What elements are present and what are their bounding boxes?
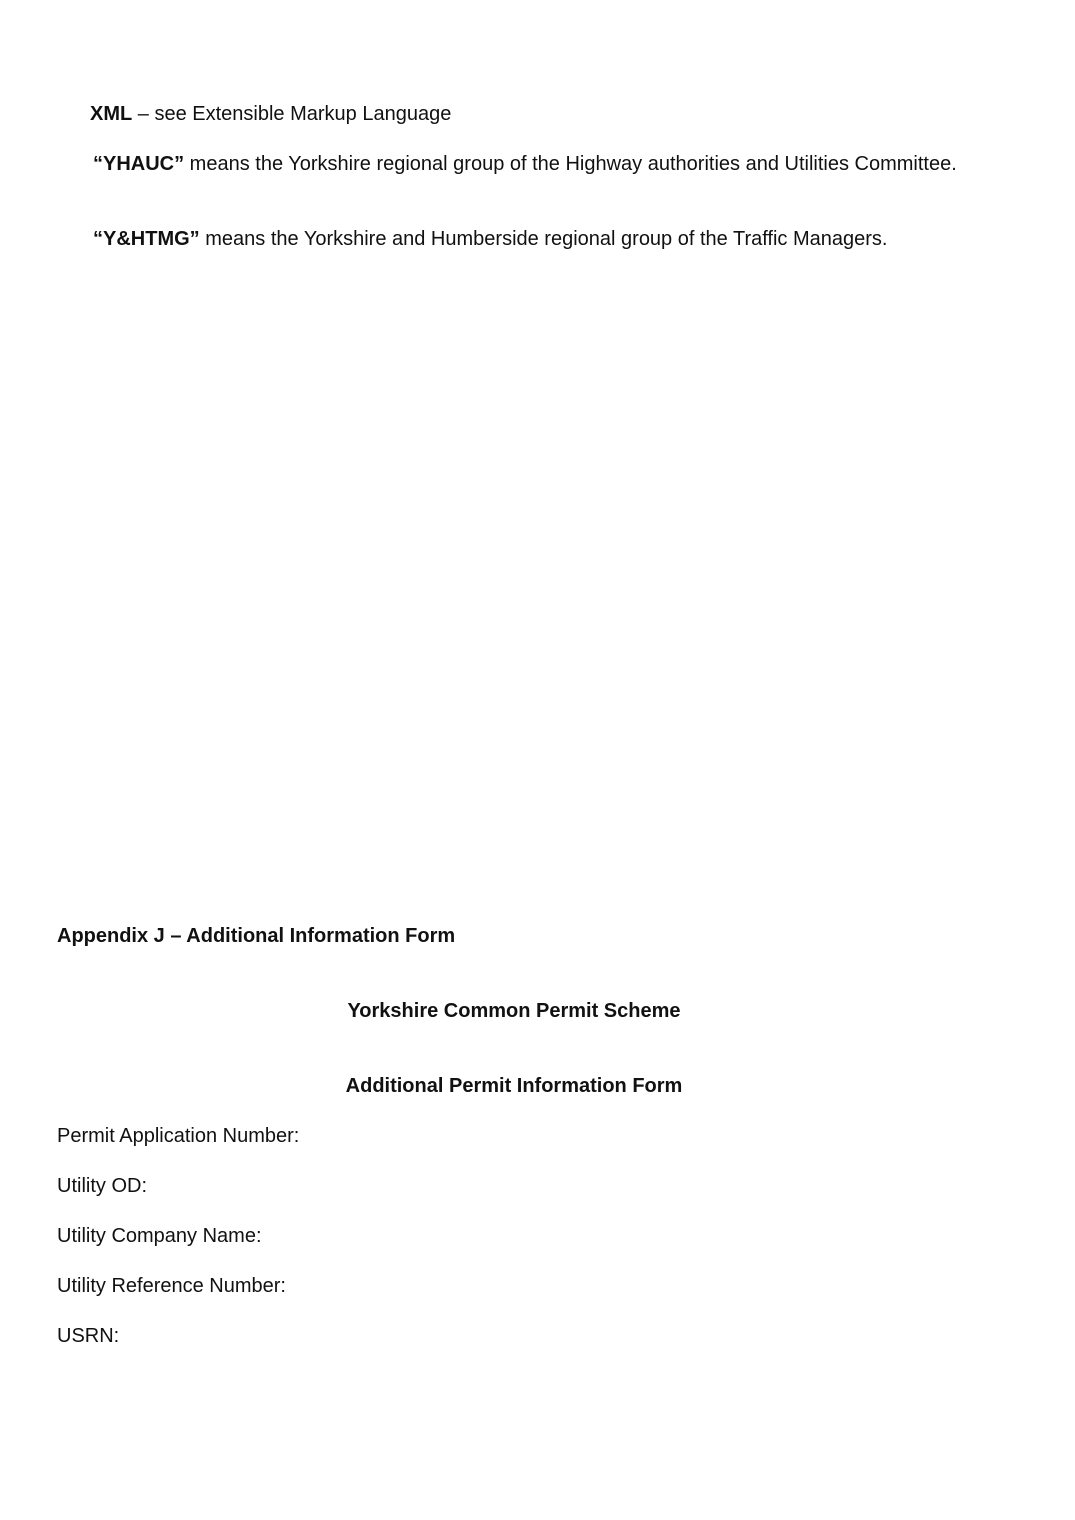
appendix-heading: Appendix J – Additional Information Form: [57, 925, 456, 947]
scheme-title: Yorkshire Common Permit Scheme: [347, 1000, 681, 1022]
glossary-definition: means the Yorkshire regional group of the Highway authorities and Utilities Committee.: [184, 153, 957, 175]
glossary-term: “YHAUC”: [93, 153, 185, 175]
glossary-entry-yhauc: [93, 152, 973, 177]
glossary-definition: – see Extensible Markup Language: [132, 103, 452, 125]
form-field-usrn: USRN:: [57, 1325, 120, 1347]
form-field-utility-reference-number: Utility Reference Number:: [57, 1275, 286, 1297]
glossary-definition: means the Yorkshire and Humberside regional group of the Traffic Managers.: [199, 228, 888, 250]
form-field-permit-application-number: Permit Application Number:: [57, 1125, 300, 1147]
form-field-utility-company-name: Utility Company Name:: [57, 1225, 262, 1247]
glossary-entry-yhtmg: [93, 227, 887, 252]
glossary-term: XML: [90, 103, 133, 125]
form-field-utility-od: Utility OD:: [57, 1175, 147, 1197]
form-title: Additional Permit Information Form: [345, 1075, 683, 1097]
glossary-term: “Y&HTMG”: [93, 228, 200, 250]
glossary-entry-xml: [90, 102, 451, 127]
